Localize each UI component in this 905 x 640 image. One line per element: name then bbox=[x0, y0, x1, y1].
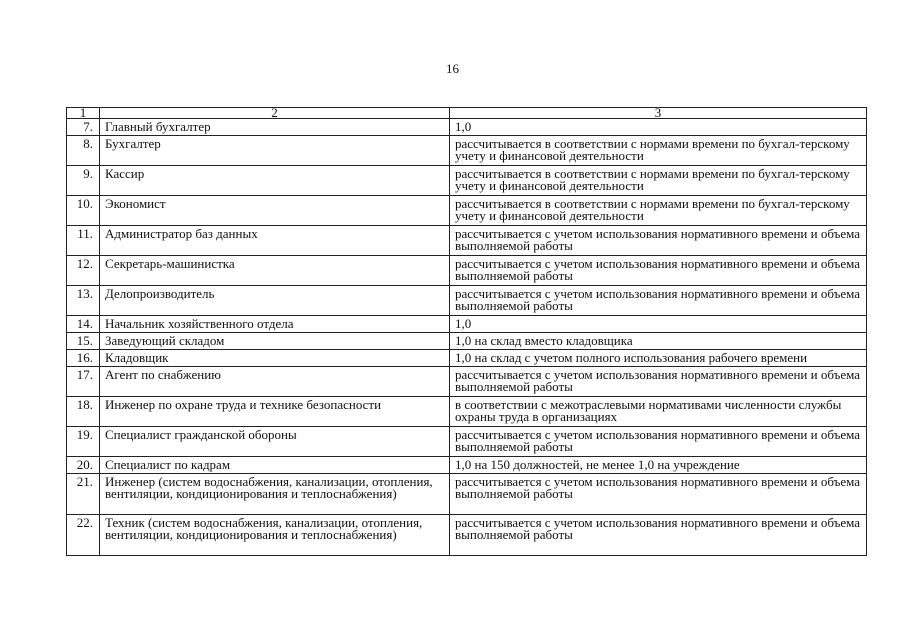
position-title: Секретарь-машинистка bbox=[100, 256, 450, 286]
position-title: Экономист bbox=[100, 196, 450, 226]
table-row bbox=[67, 286, 867, 316]
row-number: 15. bbox=[67, 333, 100, 350]
row-number: 22. bbox=[67, 515, 100, 556]
table-row bbox=[67, 226, 867, 256]
staffing-norm: рассчитывается в соответствии с нормами времени по бухгал-терскому учету и финансовой деятельности bbox=[450, 196, 867, 226]
row-number: 16. bbox=[67, 350, 100, 367]
table-row bbox=[67, 166, 867, 196]
row-number: 11. bbox=[67, 226, 100, 256]
page-number: 16 bbox=[446, 61, 459, 76]
table-row bbox=[67, 367, 867, 397]
row-number: 13. bbox=[67, 286, 100, 316]
row-number: 7. bbox=[67, 119, 100, 136]
position-title: Техник (систем водоснабжения, канализации, отопления, вентиляции, кондиционирования и теплоснабжения) bbox=[100, 515, 450, 556]
row-number: 10. bbox=[67, 196, 100, 226]
table-header-row bbox=[67, 108, 867, 119]
position-title: Главный бухгалтер bbox=[100, 119, 450, 136]
table-row bbox=[67, 397, 867, 427]
table-row bbox=[67, 350, 867, 367]
staffing-norm: 1,0 bbox=[450, 316, 867, 333]
staffing-norm: рассчитывается с учетом использования нормативного времени и объема выполняемой работы bbox=[450, 286, 867, 316]
staffing-norm: рассчитывается в соответствии с нормами времени по бухгал-терскому учету и финансовой деятельности bbox=[450, 136, 867, 166]
position-title: Специалист гражданской обороны bbox=[100, 427, 450, 457]
position-title: Специалист по кадрам bbox=[100, 457, 450, 474]
staffing-norm: 1,0 на склад вместо кладовщика bbox=[450, 333, 867, 350]
staffing-norm: рассчитывается с учетом использования нормативного времени и объема выполняемой работы bbox=[450, 367, 867, 397]
header-col-1: 1 bbox=[67, 108, 100, 119]
table-row bbox=[67, 136, 867, 166]
staffing-norm: рассчитывается в соответствии с нормами времени по бухгал-терскому учету и финансовой деятельности bbox=[450, 166, 867, 196]
row-number: 18. bbox=[67, 397, 100, 427]
row-number: 21. bbox=[67, 474, 100, 515]
staffing-norm: в соответствии с межотраслевыми нормативами численности службы охраны труда в организациях bbox=[450, 397, 867, 427]
table-row bbox=[67, 515, 867, 556]
position-title: Инженер по охране труда и технике безопасности bbox=[100, 397, 450, 427]
staffing-norm: 1,0 bbox=[450, 119, 867, 136]
row-number: 12. bbox=[67, 256, 100, 286]
staffing-norm: рассчитывается с учетом использования нормативного времени и объема выполняемой работы bbox=[450, 256, 867, 286]
staffing-norms-table bbox=[66, 107, 867, 556]
header-col-3: 3 bbox=[450, 108, 867, 119]
position-title: Кладовщик bbox=[100, 350, 450, 367]
staffing-norm: 1,0 на склад с учетом полного использования рабочего времени bbox=[450, 350, 867, 367]
row-number: 17. bbox=[67, 367, 100, 397]
position-title: Кассир bbox=[100, 166, 450, 196]
position-title: Делопроизводитель bbox=[100, 286, 450, 316]
table-row bbox=[67, 427, 867, 457]
table-row bbox=[67, 119, 867, 136]
table-row bbox=[67, 333, 867, 350]
position-title: Бухгалтер bbox=[100, 136, 450, 166]
row-number: 20. bbox=[67, 457, 100, 474]
row-number: 14. bbox=[67, 316, 100, 333]
table-row bbox=[67, 457, 867, 474]
row-number: 9. bbox=[67, 166, 100, 196]
staffing-norm: 1,0 на 150 должностей, не менее 1,0 на учреждение bbox=[450, 457, 867, 474]
staffing-norm: рассчитывается с учетом использования нормативного времени и объема выполняемой работы bbox=[450, 515, 867, 556]
row-number: 8. bbox=[67, 136, 100, 166]
staffing-norm: рассчитывается с учетом использования нормативного времени и объема выполняемой работы bbox=[450, 427, 867, 457]
table-row bbox=[67, 256, 867, 286]
staffing-norm: рассчитывается с учетом использования нормативного времени и объема выполняемой работы bbox=[450, 474, 867, 515]
header-col-2: 2 bbox=[100, 108, 450, 119]
row-number: 19. bbox=[67, 427, 100, 457]
position-title: Агент по снабжению bbox=[100, 367, 450, 397]
position-title: Инженер (систем водоснабжения, канализации, отопления, вентиляции, кондиционирования и теплоснабжения) bbox=[100, 474, 450, 515]
table-row bbox=[67, 474, 867, 515]
position-title: Начальник хозяйственного отдела bbox=[100, 316, 450, 333]
position-title: Администратор баз данных bbox=[100, 226, 450, 256]
table-row bbox=[67, 316, 867, 333]
position-title: Заведующий складом bbox=[100, 333, 450, 350]
table-row bbox=[67, 196, 867, 226]
staffing-norm: рассчитывается с учетом использования нормативного времени и объема выполняемой работы bbox=[450, 226, 867, 256]
